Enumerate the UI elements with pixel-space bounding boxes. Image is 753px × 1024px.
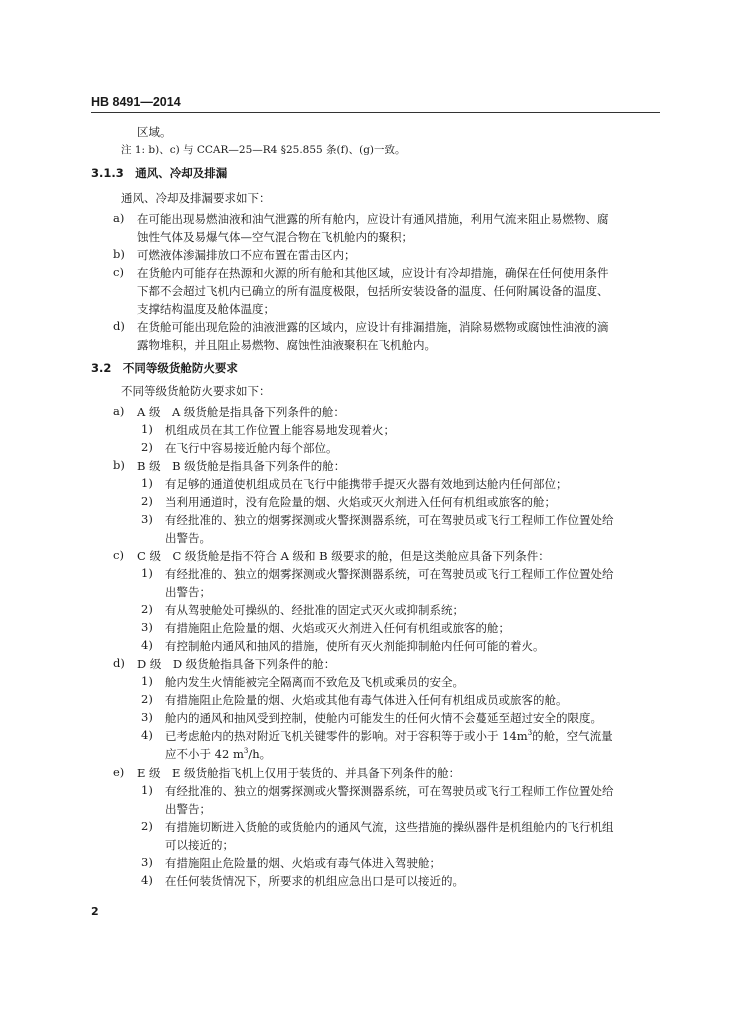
sub-item-number: 3) [141, 512, 153, 526]
sub-item-text: 当利用通道时，没有危险量的烟、火焰或灭火剂进入任何有机组或旅客的舱； [165, 495, 556, 509]
sub-item-text: 应不小于 42 $m^3/h$。 [165, 747, 272, 761]
list-item-text: 可燃液体渗漏排放口不应布置在雷击区内； [137, 248, 356, 262]
sub-item-number: 4) [141, 728, 153, 742]
sub-item-text: 有从驾驶舱处可操纵的、经批准的固定式灭火或抑制系统； [165, 603, 464, 617]
sub-item-number: 1) [141, 566, 153, 580]
list-item-text: 蚀性气体及易爆气体—空气混合物在飞机舱内的聚积； [137, 230, 413, 244]
section-heading-3-2: 3.2 不同等级货舱防火要求 [91, 361, 238, 375]
sub-item-text: 有措施阻止危险量的烟、火焰或其他有毒气体进入任何有机组成员或旅客的舱。 [165, 693, 568, 707]
page-number: 2 [91, 905, 99, 918]
sub-item-text: 有措施阻止危险量的烟、火焰或灭火剂进入任何有机组或旅客的舱； [165, 621, 510, 635]
list-item-text: 在货舱内可能存在热源和火源的所有舱和其他区域，应设计有冷却措施，确保在任何使用条件 [137, 266, 609, 280]
class-heading: C 级 C 级货舱是指不符合 A 级和 B 级要求的舱，但是这类舱应具备下列条件： [137, 549, 550, 563]
list-label: c) [113, 548, 124, 562]
superscript: 3 [527, 729, 533, 738]
superscript: 3 [243, 747, 249, 756]
sub-item-number: 1) [141, 476, 153, 490]
list-label: a) [113, 404, 125, 418]
sub-item-number: 2) [141, 602, 153, 616]
sub-item-text: 有措施切断进入货舱的或货舱内的通风气流，这些措施的操纵器件是机组舱内的飞行机组 [165, 820, 614, 834]
list-label: c) [113, 265, 124, 279]
sub-item-number: 3) [141, 855, 153, 869]
section-intro: 不同等级货舱防火要求如下： [121, 384, 271, 398]
list-item-text: 在可能出现易燃油液和油气泄露的所有舱内，应设计有通风措施，利用气流来阻止易燃物、腐 [137, 212, 609, 226]
sub-item-number: 1) [141, 783, 153, 797]
list-item-text: 下都不会超过飞机内已确立的所有温度极限，包括所安装设备的温度、任何附属设备的温度、 [137, 284, 609, 298]
sub-item-text: 舱内发生火情能被完全隔离而不致危及飞机或乘员的安全。 [165, 675, 464, 689]
sub-item-text: 在任何装货情况下，所要求的机组应急出口是可以接近的。 [165, 874, 464, 888]
list-label: a) [113, 211, 125, 225]
sub-item-text: 舱内的通风和抽风受到控制，使舱内可能发生的任何火情不会蔓延至超过安全的限度。 [165, 711, 602, 725]
class-heading: D 级 D 级货舱指具备下列条件的舱： [137, 657, 336, 671]
sub-item-number: 2) [141, 692, 153, 706]
sub-item-text: 已考虑舱内的热对附近飞机关键零件的影响。对于容积等于或小于 $14m^3$的舱，空气流量 [165, 729, 613, 743]
sub-item-text: 在飞行中容易接近舱内每个部位。 [165, 441, 338, 455]
list-label: d) [113, 656, 125, 670]
note-line: 注 1: b)、c) 与 CCAR—25—R4 §25.855 条(f)、(g)一致。 [121, 144, 406, 156]
sub-item-number: 2) [141, 440, 153, 454]
sub-item-text: 有经批准的、独立的烟雾探测或火警探测器系统，可在驾驶员或飞行工程师工作位置处给 [165, 784, 614, 798]
list-label: b) [113, 247, 125, 261]
sub-item-text: 机组成员在其工作位置上能容易地发现着火； [165, 423, 395, 437]
header-rule [91, 112, 660, 113]
class-heading: B 级 B 级货舱是指具备下列条件的舱： [137, 459, 346, 473]
list-item-text: 在货舱可能出现危险的油液泄露的区域内，应设计有排漏措施，消除易燃物或腐蚀性油液的滴 [137, 320, 609, 334]
section-heading-3-1-3: 3.1.3 通风、冷却及排漏 [91, 166, 228, 180]
sub-item-number: 2) [141, 494, 153, 508]
section-intro: 通风、冷却及排漏要求如下： [121, 191, 271, 205]
sub-item-text: 有控制舱内通风和抽风的措施，使所有灭火剂能抑制舱内任何可能的着火。 [165, 639, 545, 653]
sub-item-number: 3) [141, 710, 153, 724]
list-label: b) [113, 458, 125, 472]
sub-item-number: 1) [141, 674, 153, 688]
sub-item-text: 出警告。 [165, 531, 211, 545]
class-heading: E 级 E 级货舱指飞机上仅用于装货的、并具备下列条件的舱： [137, 766, 461, 780]
sub-item-text: 有经批准的、独立的烟雾探测或火警探测器系统，可在驾驶员或飞行工程师工作位置处给 [165, 567, 614, 581]
sub-item-number: 2) [141, 819, 153, 833]
document-code: HB 8491—2014 [91, 95, 181, 109]
sub-item-text: 出警告； [165, 585, 211, 599]
sub-item-text: 可以接近的； [165, 838, 234, 852]
sub-item-number: 1) [141, 422, 153, 436]
sub-item-text: 出警告； [165, 802, 211, 816]
sub-item-number: 3) [141, 620, 153, 634]
class-heading: A 级 A 级货舱是指具备下列条件的舱： [137, 405, 345, 419]
list-label: d) [113, 319, 125, 333]
sub-item-number: 4) [141, 873, 153, 887]
body-line: 区域。 [137, 125, 172, 139]
list-item-text: 露物堆积，并且阻止易燃物、腐蚀性油液聚积在飞机舱内。 [137, 338, 436, 352]
list-label: e) [113, 765, 125, 779]
list-item-text: 支撑结构温度及舱体温度； [137, 302, 275, 316]
sub-item-text: 有措施阻止危险量的烟、火焰或有毒气体进入驾驶舱； [165, 856, 441, 870]
sub-item-text: 有经批准的、独立的烟雾探测或火警探测器系统，可在驾驶员或飞行工程师工作位置处给 [165, 513, 614, 527]
sub-item-text: 有足够的通道使机组成员在飞行中能携带手提灭火器有效地到达舱内任何部位； [165, 477, 568, 491]
sub-item-number: 4) [141, 638, 153, 652]
